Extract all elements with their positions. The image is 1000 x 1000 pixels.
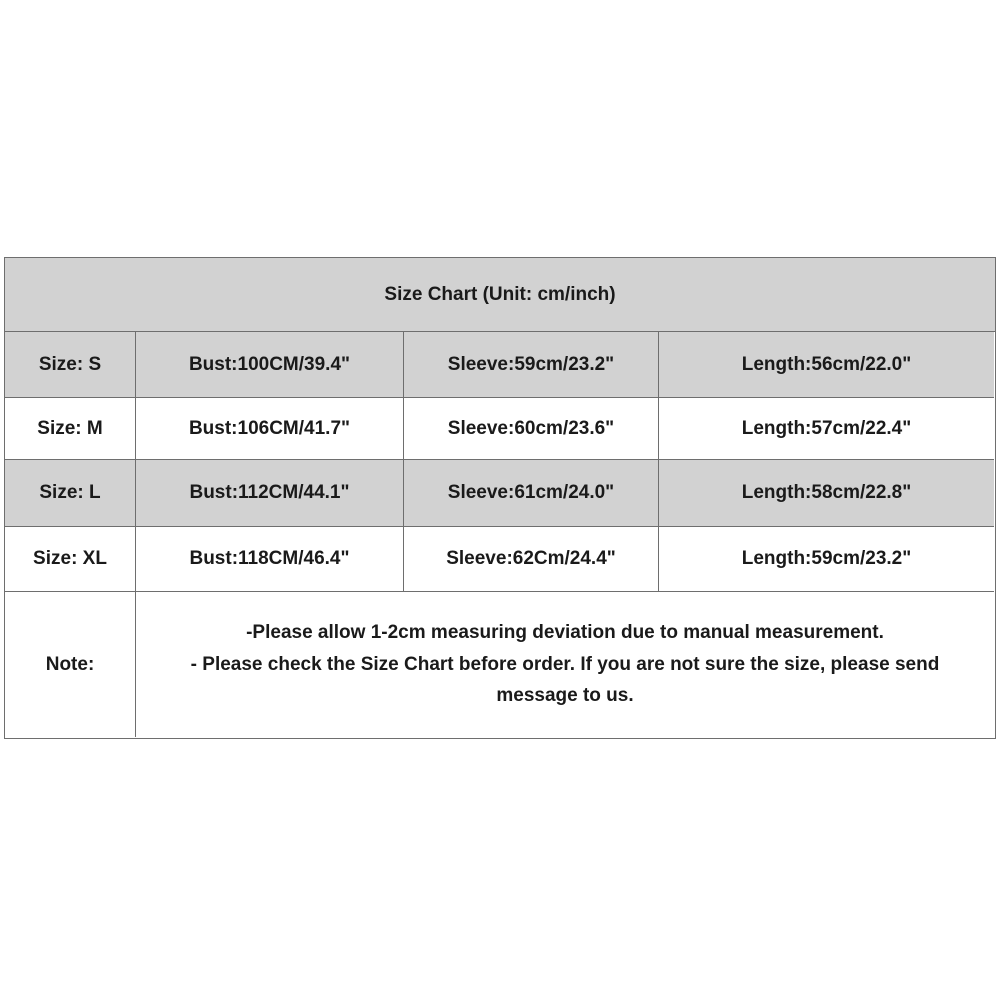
row-l-length: Length:58cm/22.8" — [659, 460, 994, 527]
chart-title: Size Chart (Unit: cm/inch) — [5, 258, 995, 332]
row-l-sleeve: Sleeve:61cm/24.0" — [404, 460, 659, 527]
row-xl-bust: Bust:118CM/46.4" — [136, 527, 404, 592]
row-m-size: Size: M — [5, 398, 136, 460]
note-line-2: - Please check the Size Chart before order. If you are not sure the size, please send message to us. — [190, 653, 940, 707]
row-s-length: Length:56cm/22.0" — [659, 332, 994, 398]
note-content — [136, 592, 994, 737]
note-line-1: -Please allow 1-2cm measuring deviation due to manual measurement. — [246, 622, 884, 644]
row-l-size: Size: L — [5, 460, 136, 527]
row-xl-length: Length:59cm/23.2" — [659, 527, 994, 592]
row-m-length: Length:57cm/22.4" — [659, 398, 994, 460]
row-m-bust: Bust:106CM/41.7" — [136, 398, 404, 460]
row-s-size: Size: S — [5, 332, 136, 398]
size-chart-table — [4, 257, 996, 739]
row-m-sleeve: Sleeve:60cm/23.6" — [404, 398, 659, 460]
row-s-sleeve: Sleeve:59cm/23.2" — [404, 332, 659, 398]
row-s-bust: Bust:100CM/39.4" — [136, 332, 404, 398]
row-xl-sleeve: Sleeve:62Cm/24.4" — [404, 527, 659, 592]
note-label: Note: — [5, 592, 136, 737]
row-l-bust: Bust:112CM/44.1" — [136, 460, 404, 527]
row-xl-size: Size: XL — [5, 527, 136, 592]
